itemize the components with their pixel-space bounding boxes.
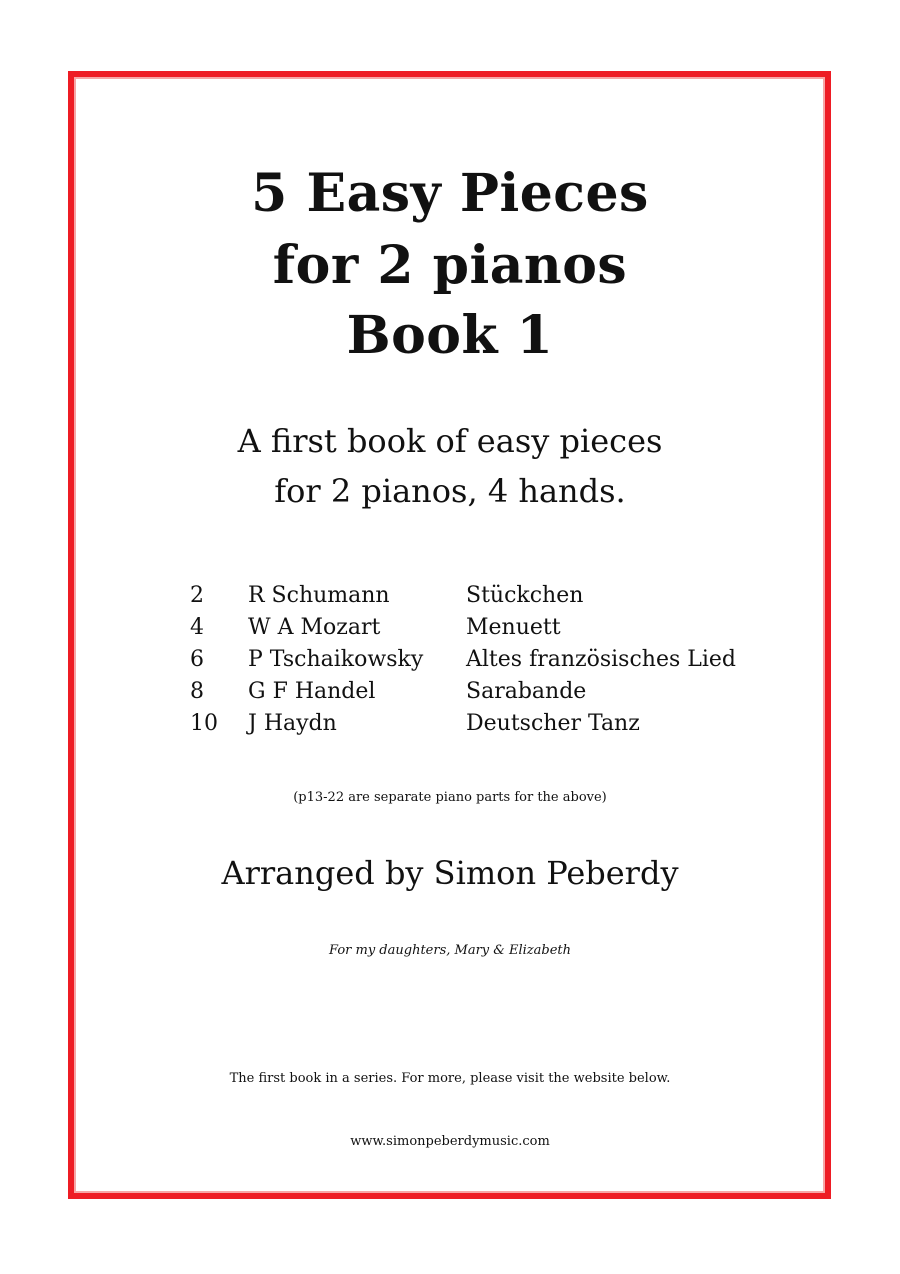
title-line-1: 5 Easy Pieces	[251, 163, 649, 224]
contents-list	[190, 580, 790, 740]
contents-composer: P Tschaikowsky	[248, 647, 424, 672]
contents-row	[190, 644, 790, 676]
title-line-2: for 2 pianos	[272, 235, 628, 296]
contents-page-number: 10	[190, 711, 218, 736]
contents-piece-title: Deutscher Tanz	[466, 711, 640, 736]
website-url: www.simonpeberdymusic.com	[350, 1134, 550, 1149]
series-note: The first book in a series. For more, please visit the website below.	[229, 1071, 671, 1086]
contents-composer: J Haydn	[248, 711, 337, 736]
arranger-credit: Arranged by Simon Peberdy	[221, 854, 679, 892]
contents-piece-title: Stückchen	[466, 583, 584, 608]
subtitle-line-2: for 2 pianos, 4 hands.	[274, 472, 626, 510]
parts-note: (p13-22 are separate piano parts for the above)	[293, 790, 607, 805]
contents-composer: G F Handel	[248, 679, 376, 704]
contents-page-number: 8	[190, 679, 204, 704]
subtitle-line-1: A first book of easy pieces	[237, 422, 663, 460]
contents-row	[190, 676, 790, 708]
contents-row	[190, 612, 790, 644]
contents-page-number: 2	[190, 583, 204, 608]
contents-piece-title: Altes französisches Lied	[466, 647, 737, 672]
dedication: For my daughters, Mary & Elizabeth	[329, 943, 571, 958]
contents-piece-title: Menuett	[466, 615, 561, 640]
contents-page-number: 6	[190, 647, 204, 672]
contents-row	[190, 580, 790, 612]
contents-row	[190, 708, 790, 740]
contents-composer: R Schumann	[248, 583, 390, 608]
contents-page-number: 4	[190, 615, 204, 640]
contents-composer: W A Mozart	[248, 615, 381, 640]
title-line-3: Book 1	[346, 305, 554, 366]
contents-piece-title: Sarabande	[466, 679, 587, 704]
